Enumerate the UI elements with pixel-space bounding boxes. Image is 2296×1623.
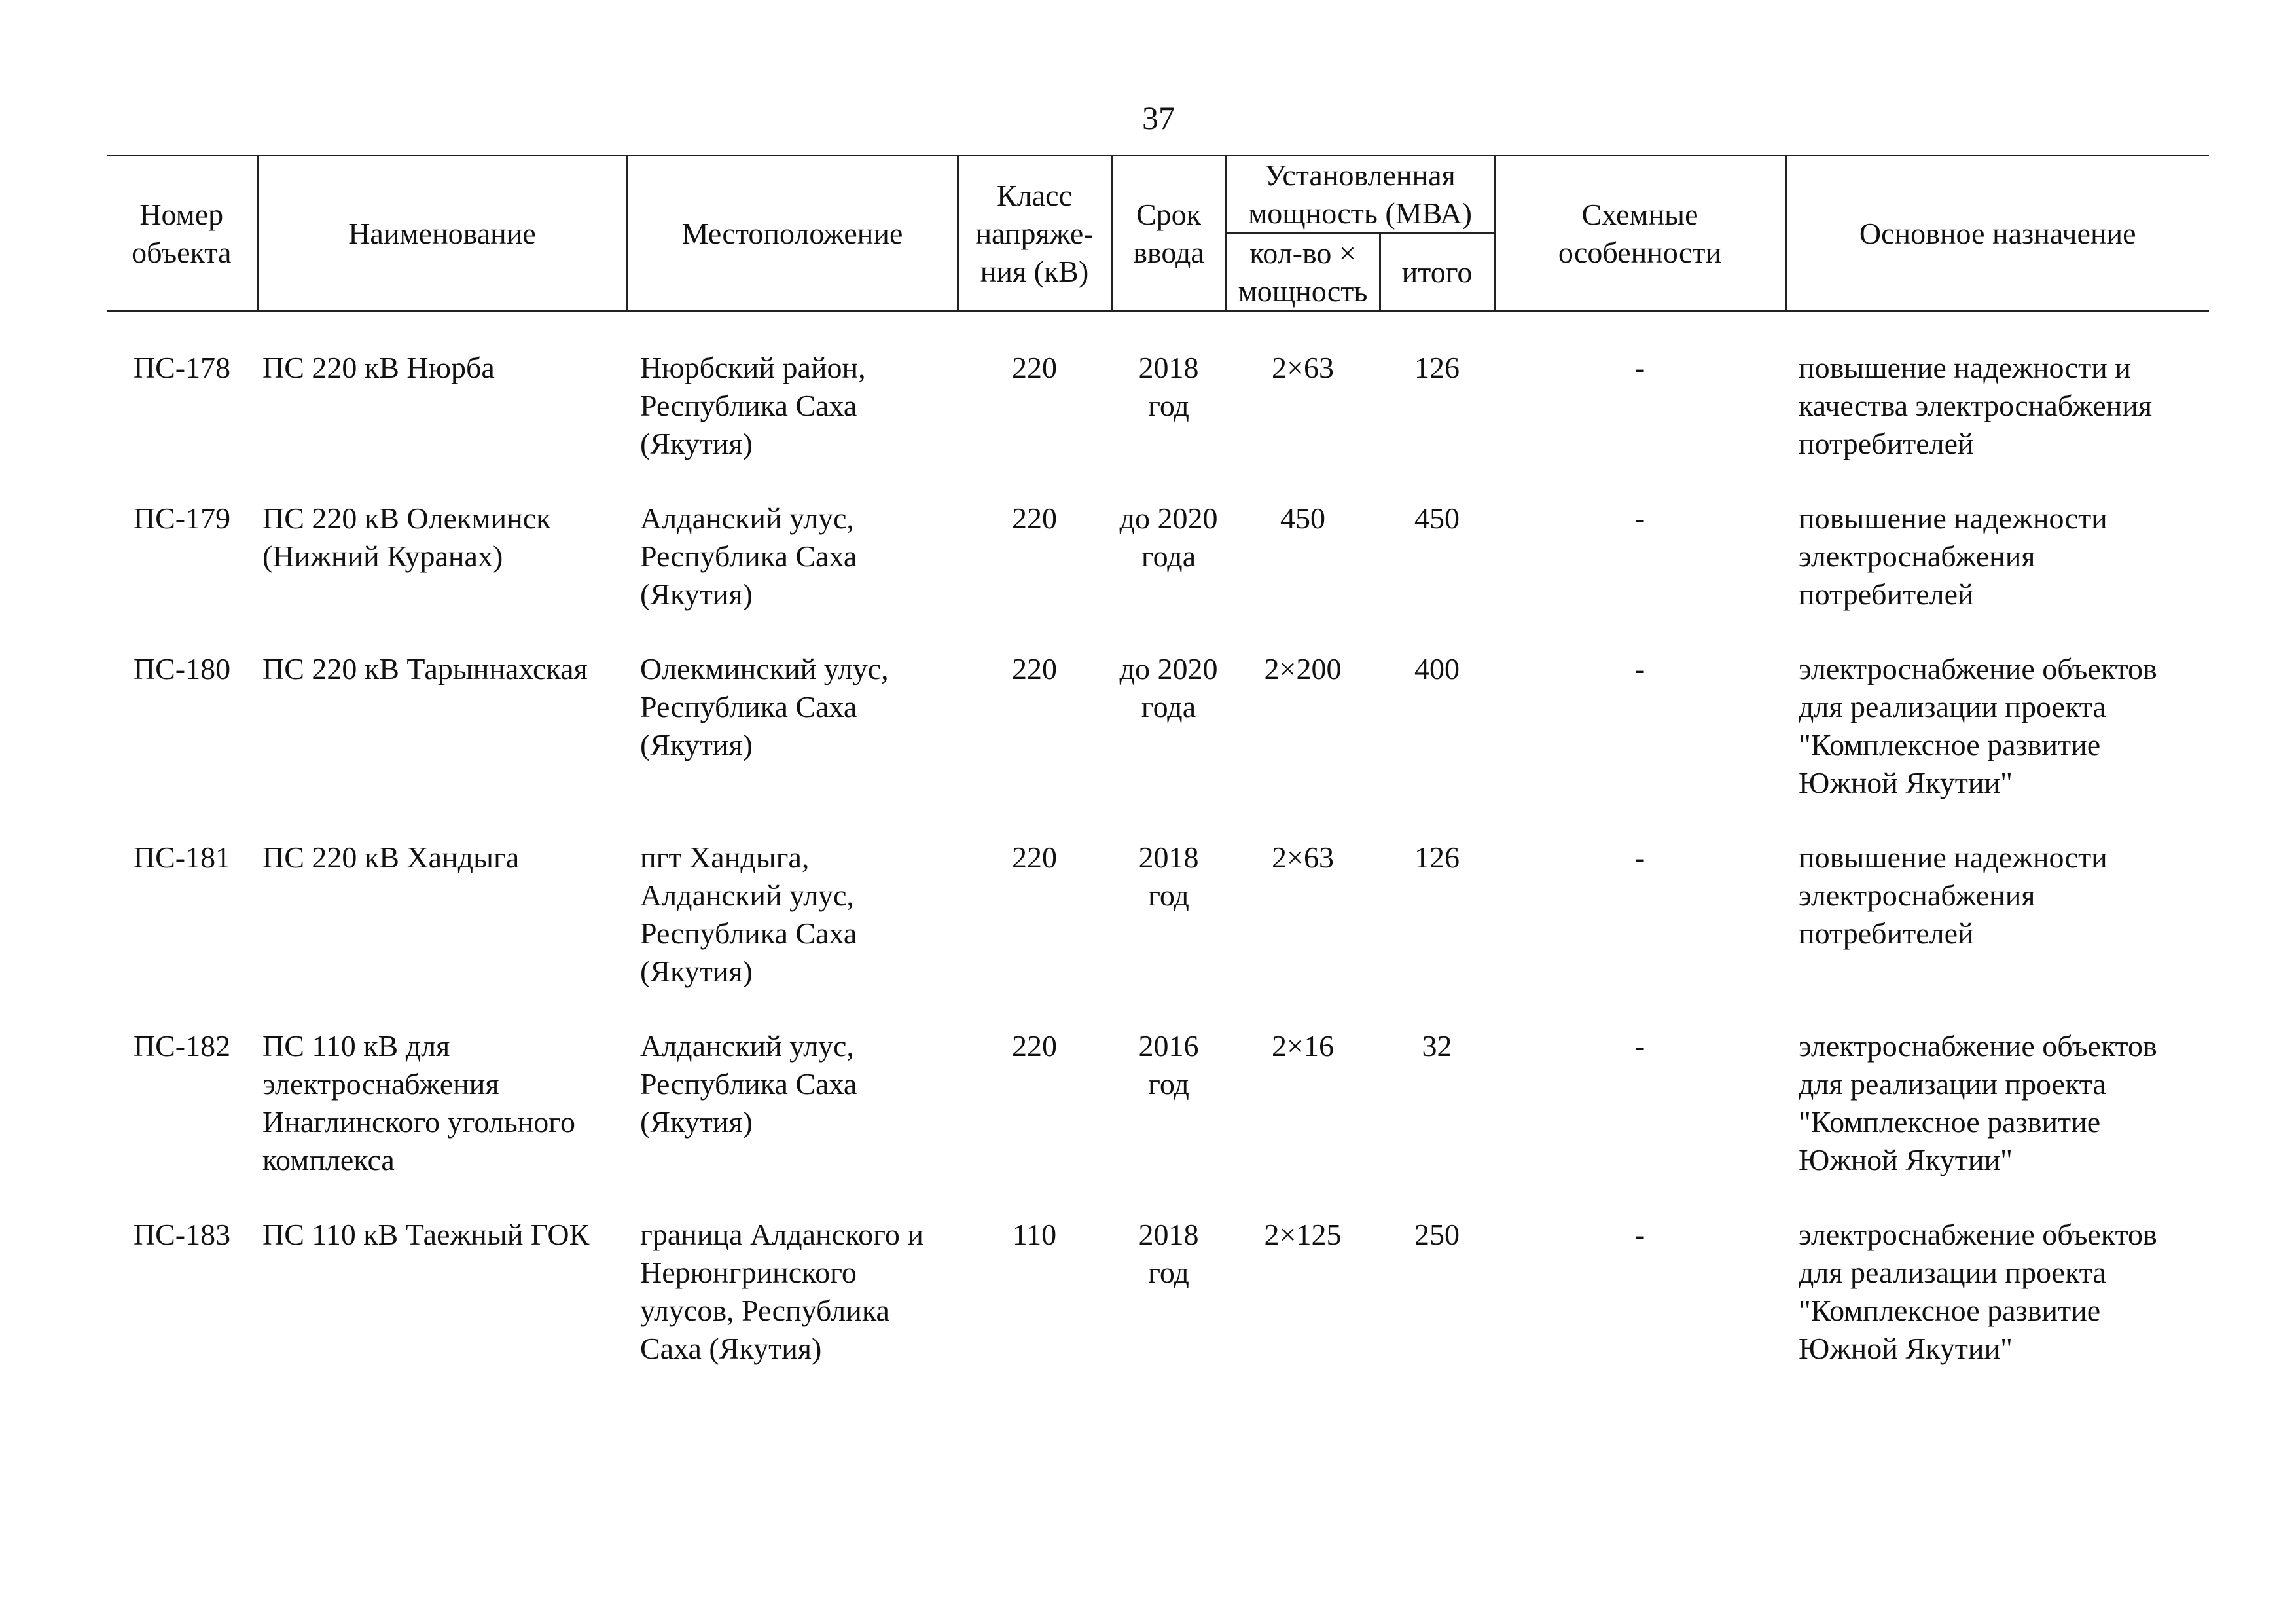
cell-features: - — [1634, 652, 1645, 685]
cell-name: ПС 220 кВ Хандыга — [262, 841, 520, 874]
cell-location: Олекминский улус, Республика Саха (Якутия) — [640, 652, 889, 761]
cell-purpose: электроснабжение объектов для реализации проекта "Комплексное развитие Южной Якутии" — [1799, 1029, 2157, 1176]
cell-features: - — [1634, 351, 1645, 384]
cell-location: Нюрбский район, Республика Саха (Якутия) — [640, 351, 866, 460]
cell-name: ПС 220 кВ Нюрба — [262, 351, 495, 384]
cell-location: Алданский улус, Республика Саха (Якутия) — [640, 1029, 857, 1139]
cell-power-count: 2×63 — [1272, 351, 1334, 384]
header-voltage: Класс напряже-ния (кВ) — [958, 156, 1111, 312]
cell-location: пгт Хандыга, Алданский улус, Республика Саха (Якутия) — [640, 841, 857, 988]
header-name: Наименование — [257, 156, 627, 312]
cell-year: 2018 год — [1138, 841, 1199, 912]
cell-year: до 2020 года — [1119, 652, 1218, 723]
header-year: Срок ввода — [1111, 156, 1226, 312]
cell-name: ПС 220 кВ Тарыннахская — [262, 652, 588, 685]
cell-year: 2016 год — [1138, 1029, 1199, 1101]
header-power-total: итого — [1380, 234, 1494, 312]
cell-power-total: 126 — [1414, 841, 1460, 874]
cell-power-total: 32 — [1422, 1029, 1452, 1063]
header-features: Схемные особенности — [1494, 156, 1785, 312]
cell-power-count: 2×16 — [1272, 1029, 1334, 1063]
cell-year: до 2020 года — [1119, 501, 1218, 573]
cell-features: - — [1634, 841, 1645, 874]
cell-voltage: 220 — [1012, 351, 1057, 384]
cell-location: граница Алданского и Нерюнгринского улусов, Республика Саха (Якутия) — [640, 1218, 924, 1365]
cell-features: - — [1634, 501, 1645, 535]
header-location: Местоположение — [627, 156, 958, 312]
table-row — [107, 839, 2209, 1027]
cell-name: ПС 220 кВ Олекминск (Нижний Куранах) — [262, 501, 551, 573]
cell-power-count: 2×63 — [1272, 841, 1334, 874]
cell-year: 2018 год — [1138, 351, 1199, 422]
cell-number: ПС-180 — [133, 652, 231, 685]
cell-purpose: повышение надежности электроснабжения потребителей — [1799, 501, 2108, 611]
cell-power-count: 2×200 — [1264, 652, 1342, 685]
header-purpose: Основное назначение — [1785, 156, 2209, 312]
table-row — [107, 650, 2209, 839]
header-power-count: кол-во × мощность — [1226, 234, 1380, 312]
cell-voltage: 110 — [1012, 1218, 1057, 1251]
cell-purpose: повышение надежности и качества электроснабжения потребителей — [1799, 351, 2153, 460]
cell-power-count: 450 — [1280, 501, 1325, 535]
header-number: Номер объекта — [107, 156, 257, 312]
substations-table — [107, 155, 2209, 1404]
cell-number: ПС-181 — [133, 841, 231, 874]
cell-features: - — [1634, 1029, 1645, 1063]
cell-name: ПС 110 кВ для электроснабжения Инаглинского угольного комплекса — [262, 1029, 576, 1176]
cell-power-total: 450 — [1414, 501, 1460, 535]
cell-location: Алданский улус, Республика Саха (Якутия) — [640, 501, 857, 611]
page-number: 37 — [1142, 100, 1175, 136]
cell-year: 2018 год — [1138, 1218, 1199, 1289]
cell-power-count: 2×125 — [1264, 1218, 1342, 1251]
cell-power-total: 250 — [1414, 1218, 1460, 1251]
cell-voltage: 220 — [1012, 841, 1057, 874]
table-row — [107, 500, 2209, 650]
cell-voltage: 220 — [1012, 652, 1057, 685]
table-row — [107, 1027, 2209, 1216]
cell-power-total: 400 — [1414, 652, 1460, 685]
cell-number: ПС-178 — [133, 351, 231, 384]
cell-name: ПС 110 кВ Таежный ГОК — [262, 1218, 590, 1251]
cell-purpose: повышение надежности электроснабжения потребителей — [1799, 841, 2108, 950]
table-header — [107, 156, 2209, 312]
cell-features: - — [1634, 1218, 1645, 1251]
cell-number: ПС-179 — [133, 501, 231, 535]
header-power-group: Установленная мощность (МВА) — [1226, 156, 1494, 234]
cell-voltage: 220 — [1012, 1029, 1057, 1063]
cell-purpose: электроснабжение объектов для реализации проекта "Комплексное развитие Южной Якутии" — [1799, 1218, 2157, 1365]
cell-purpose: электроснабжение объектов для реализации проекта "Комплексное развитие Южной Якутии" — [1799, 652, 2157, 799]
table-row — [107, 349, 2209, 500]
table-body — [107, 312, 2209, 1405]
cell-number: ПС-183 — [133, 1218, 231, 1251]
cell-voltage: 220 — [1012, 501, 1057, 535]
cell-number: ПС-182 — [133, 1029, 231, 1063]
cell-power-total: 126 — [1414, 351, 1460, 384]
table-row — [107, 1216, 2209, 1404]
